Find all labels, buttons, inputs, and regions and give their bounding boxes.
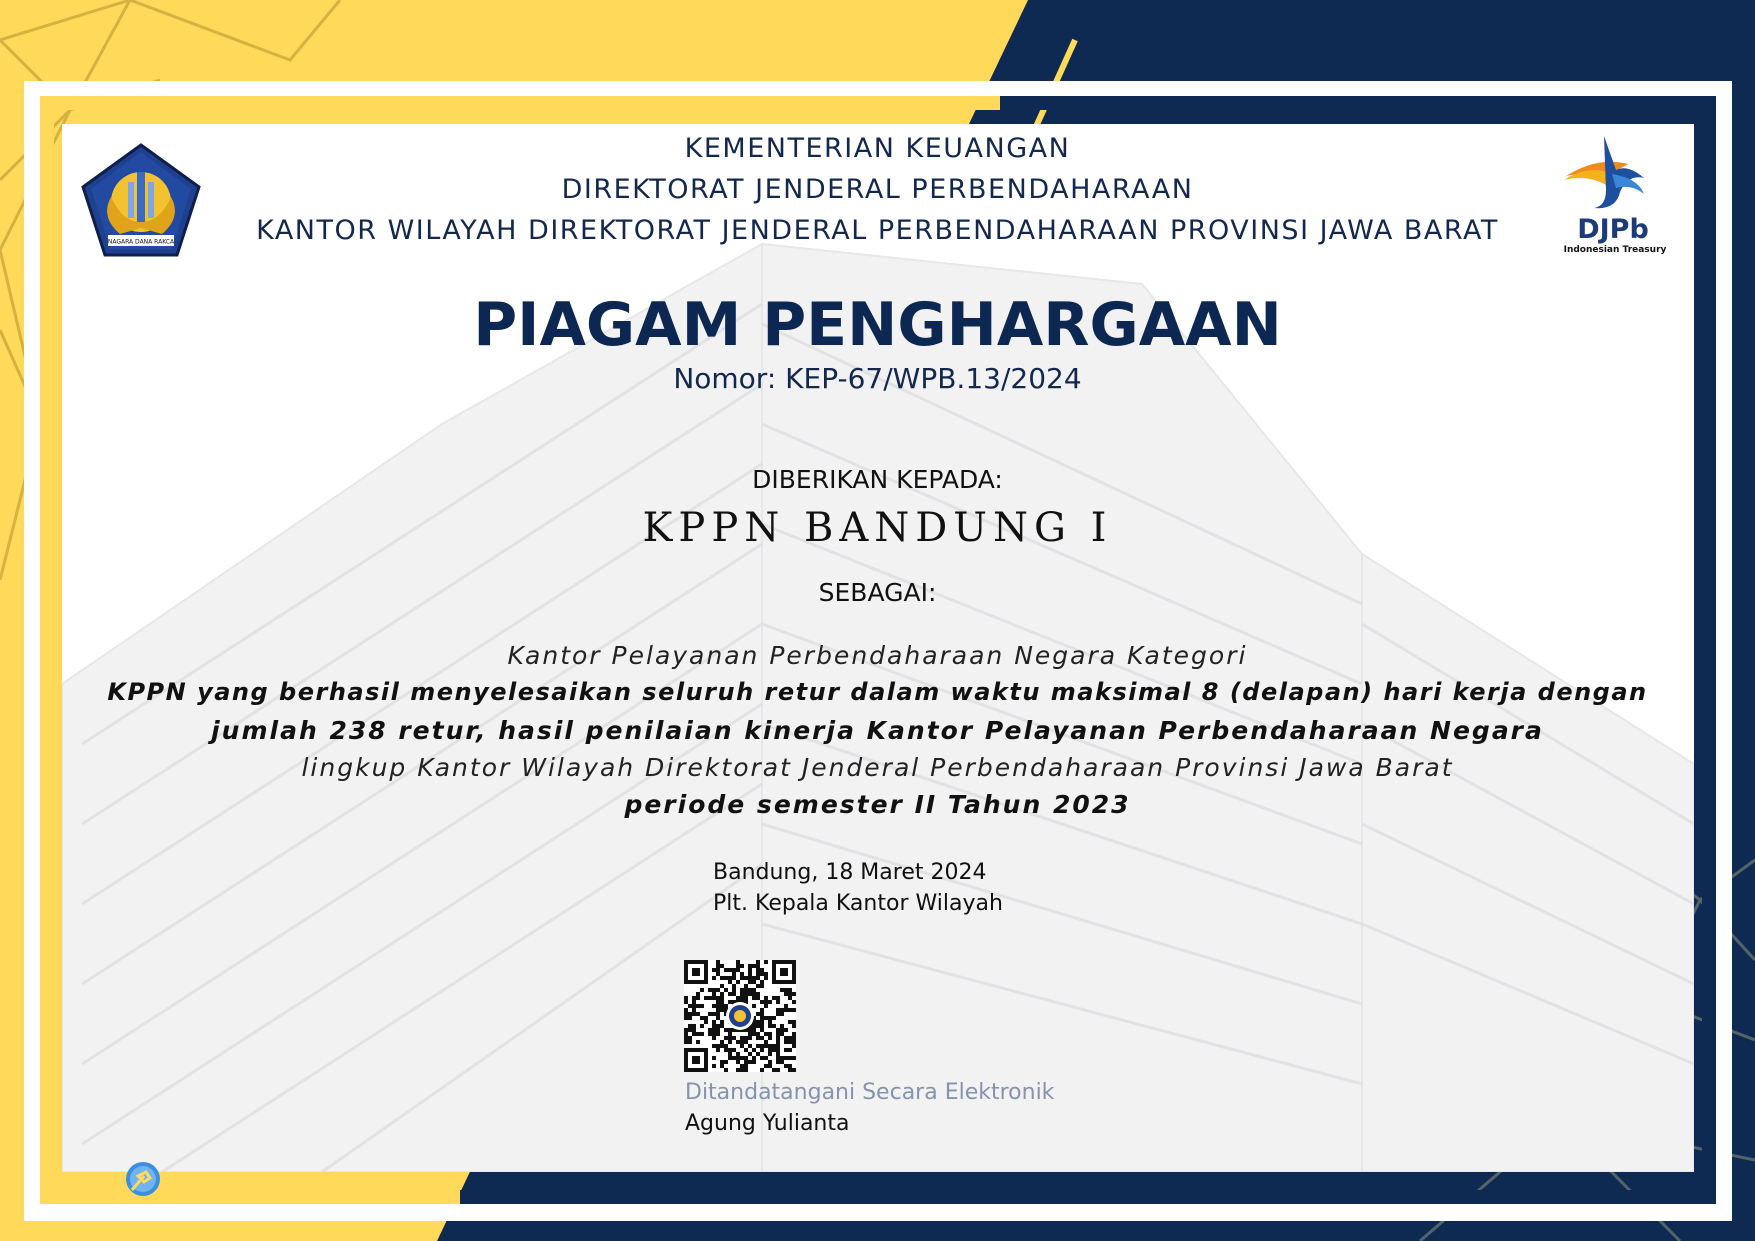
certificate-title: PIAGAM PENGHARGAAN [473,290,1282,360]
kemenkeu-motto: NAGARA DANA RAKCA [107,238,175,246]
description-line-1: Kantor Pelayanan Perbendaharaan Negara Kategori [507,641,1248,670]
description-line-2: KPPN yang berhasil menyelesaikan seluruh retur dalam waktu maksimal 8 (delapan) hari kerja dengan [107,678,1648,706]
electronic-signature-note: Ditandatangani Secara Elektronik [685,1080,1055,1105]
djpb-name: DJPb [1577,214,1649,245]
djpb-subtitle: Indonesian Treasury [1563,245,1667,255]
description-line-3: jumlah 238 retur, hasil penilaian kinerja Kantor Pelayanan Perbendaharaan Negara [211,716,1544,745]
recipient-name: KPPN BANDUNG I [642,505,1113,551]
signer-position: Plt. Kepala Kantor Wilayah [713,891,1003,916]
description-line-5: periode semester II Tahun 2023 [624,790,1131,819]
header-line-2: DIREKTORAT JENDERAL PERBENDAHARAAN [561,174,1194,205]
place-date: Bandung, 18 Maret 2024 [713,860,987,885]
description-line-4: lingkup Kantor Wilayah Direktorat Jenderal Perbendaharaan Provinsi Jawa Barat [301,753,1454,782]
given-to-label: DIBERIKAN KEPADA: [752,465,1003,494]
certificate-number: Nomor: KEP-67/WPB.13/2024 [673,362,1082,395]
header-line-1: KEMENTERIAN KEUANGAN [684,133,1071,164]
verification-badge-icon[interactable] [124,1160,162,1198]
signer-name: Agung Yulianta [685,1111,850,1136]
header-line-3: KANTOR WILAYAH DIREKTORAT JENDERAL PERBENDAHARAAN PROVINSI JAWA BARAT [256,215,1499,246]
qr-code[interactable] [684,960,796,1072]
as-label: SEBAGAI: [818,578,937,607]
